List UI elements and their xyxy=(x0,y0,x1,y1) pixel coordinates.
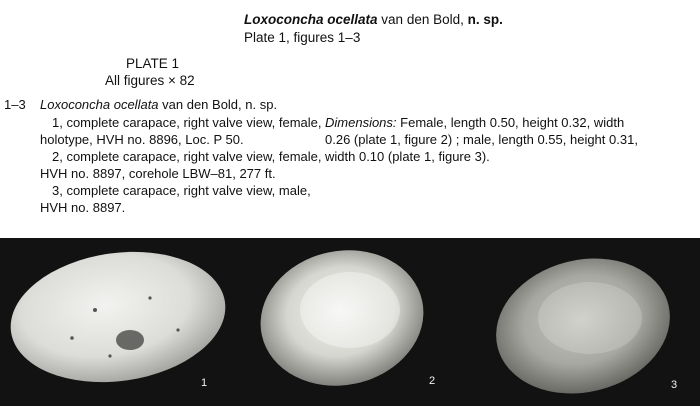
plate-magnification: All figures × 82 xyxy=(105,73,195,88)
species-author: van den Bold, xyxy=(377,12,464,27)
caption-species-author: van den Bold, n. sp. xyxy=(158,97,278,112)
caption-fig1-line2: holotype, HVH no. 8896, Loc. P 50. xyxy=(40,132,244,147)
specimen-1-pore xyxy=(108,354,111,357)
article-subtitle: Plate 1, figures 1–3 xyxy=(244,30,361,45)
caption-fig2-line1: 2, complete carapace, right valve view, female, xyxy=(52,149,322,164)
caption-range: 1–3 xyxy=(4,97,26,112)
specimen-3 xyxy=(482,241,685,406)
specimen-1-pore xyxy=(93,308,97,312)
article-title xyxy=(244,12,503,28)
plate-photograph xyxy=(0,238,700,406)
figure-number-3: 3 xyxy=(671,379,678,391)
caption-fig3-line1: 3, complete carapace, right valve view, male, xyxy=(52,183,311,198)
specimen-1-pore xyxy=(70,336,74,340)
specimen-2 xyxy=(248,238,436,401)
specimen-3-highlight xyxy=(538,282,642,354)
caption-fig3-line2: HVH no. 8897. xyxy=(40,200,126,215)
species-name: Loxoconcha ocellata xyxy=(244,12,378,27)
figure-number-2: 2 xyxy=(429,375,436,387)
specimen-1-carapace xyxy=(2,239,234,396)
specimen-1-mark xyxy=(116,330,144,350)
dimensions-label: Dimensions: xyxy=(325,115,397,130)
new-species-mark: n. sp. xyxy=(463,12,503,27)
caption-fig2-line2: HVH no. 8897, corehole LBW–81, 277 ft. xyxy=(40,166,276,181)
figure-number-1: 1 xyxy=(201,377,208,389)
plate-label: PLATE 1 xyxy=(126,56,180,71)
caption-species xyxy=(40,97,277,113)
specimen-2-highlight xyxy=(300,272,400,348)
caption-species-name: Loxoconcha ocellata xyxy=(40,97,159,112)
dimensions-line2: 0.26 (plate 1, figure 2) ; male, length 0.55, height 0.31, xyxy=(325,132,638,147)
dimensions-line1 xyxy=(325,115,624,131)
specimen-1-pore xyxy=(148,296,151,299)
specimen-1-pore xyxy=(176,328,179,331)
dimensions-line3: width 0.10 (plate 1, figure 3). xyxy=(325,149,490,164)
dimensions-line1-text: Female, length 0.50, height 0.32, width xyxy=(396,115,625,130)
caption-fig1-line1: 1, complete carapace, right valve view, female, xyxy=(52,115,322,130)
specimen-1 xyxy=(2,239,234,396)
plate-photo-svg xyxy=(0,238,700,406)
